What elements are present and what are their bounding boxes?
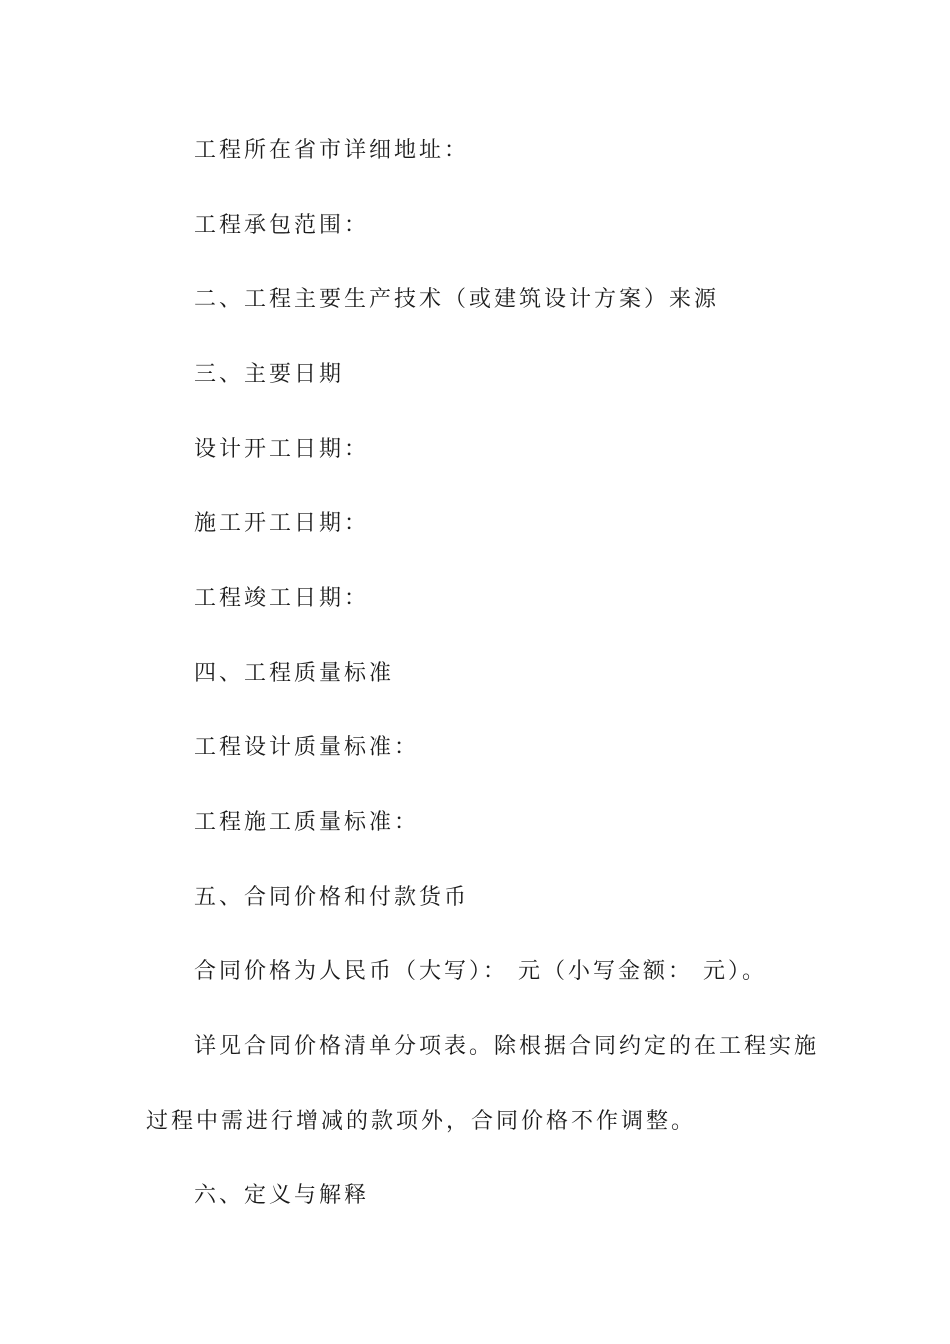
section-two-heading: 二、工程主要生产技术（或建筑设计方案）来源	[194, 287, 720, 312]
design-start-date-line: 设计开工日期：	[194, 437, 370, 462]
design-quality-standard-line: 工程设计质量标准：	[194, 735, 420, 760]
construction-quality-standard-line: 工程施工质量标准：	[194, 810, 420, 835]
completion-date-line: 工程竣工日期：	[194, 586, 370, 611]
contract-scope-line: 工程承包范围：	[194, 213, 370, 238]
section-five-heading: 五、合同价格和付款货币	[194, 885, 470, 910]
construction-start-date-line: 施工开工日期：	[194, 511, 370, 536]
contract-price-line: 合同价格为人民币（大写）： 元（小写金额： 元）。	[194, 959, 767, 984]
section-four-heading: 四、工程质量标准	[194, 661, 395, 686]
price-detail-paragraph-line-1: 详见合同价格清单分项表。除根据合同约定的在工程实施	[194, 1034, 820, 1059]
price-detail-paragraph-line-2: 过程中需进行增减的款项外，合同价格不作调整。	[146, 1109, 697, 1134]
project-address-line: 工程所在省市详细地址：	[194, 138, 470, 163]
section-six-heading: 六、定义与解释	[194, 1183, 370, 1208]
section-three-heading: 三、主要日期	[194, 362, 345, 387]
